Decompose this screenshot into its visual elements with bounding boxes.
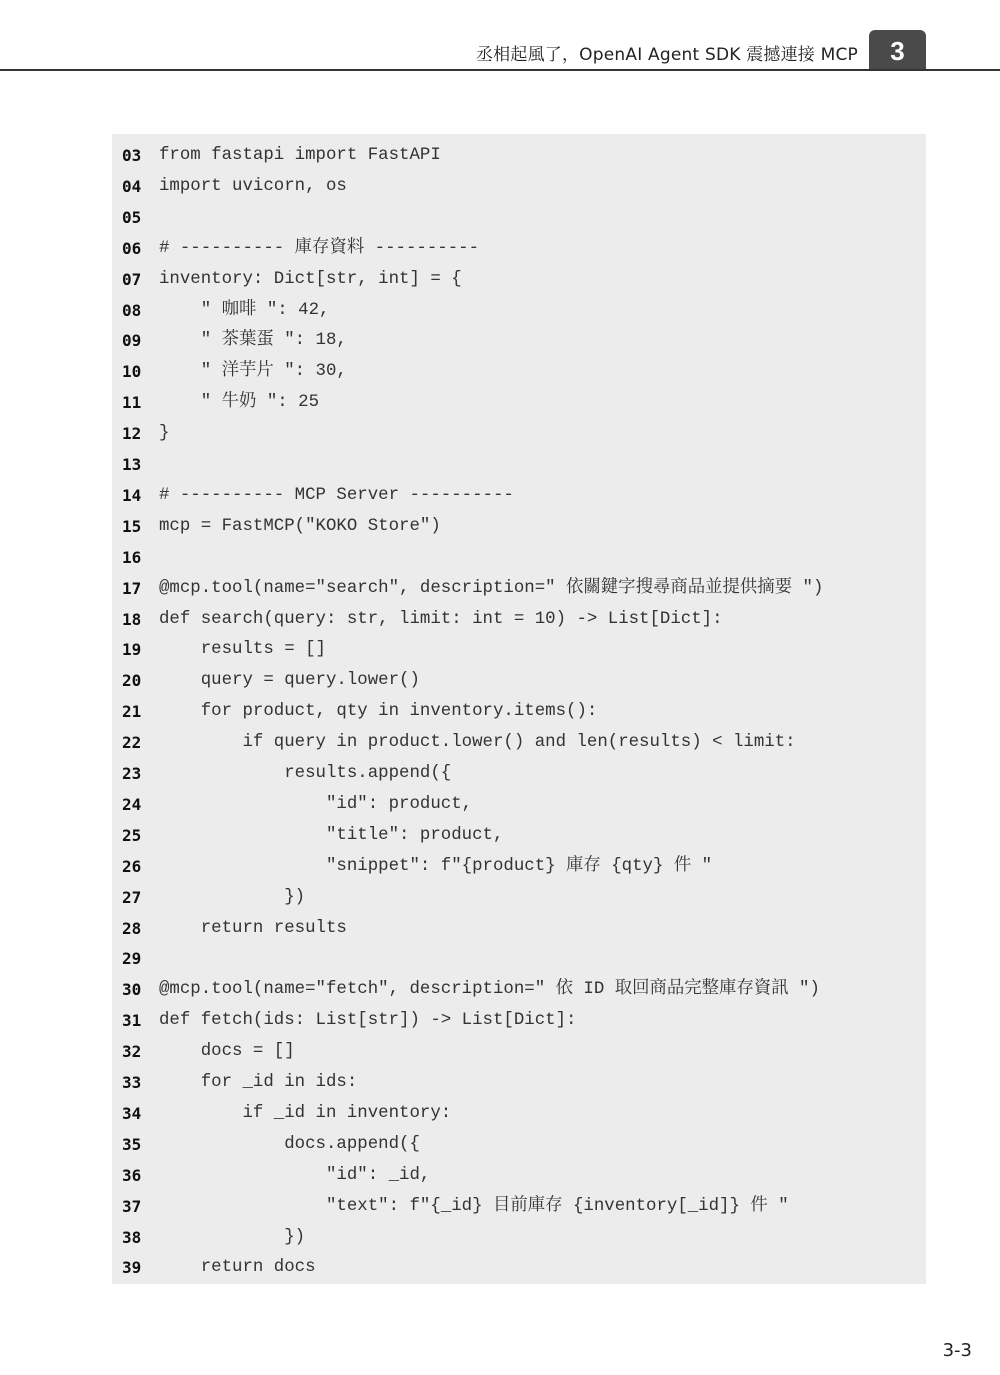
line-number: 04 [122,176,142,196]
line-number: 08 [122,300,142,320]
code-text: if query in product.lower() and len(results) < limit: [159,733,796,753]
code-text: @mcp.tool(name="fetch", description=" 依 ID 取回商品完整庫存資訊 ") [159,980,820,1000]
code-text: }) [159,1227,306,1247]
code-text: mcp = FastMCP("KOKO Store") [159,516,441,536]
code-text: " 洋芋片 ": 30, [159,362,347,382]
line-number: 33 [122,1073,142,1092]
line-number: 22 [122,733,142,753]
code-text: results.append({ [159,764,452,783]
code-text: query = query.lower() [159,671,420,691]
code-text: return results [159,918,347,938]
code-text: }) [159,887,306,907]
header-divider [0,69,1000,71]
line-number: 06 [122,238,142,258]
code-text: docs.append({ [159,1134,420,1154]
code-text: results = [] [159,640,326,660]
line-number: 23 [122,764,142,783]
line-number: 14 [122,485,142,505]
line-number: 12 [122,424,142,444]
code-text: # ---------- MCP Server ---------- [159,485,514,505]
line-number: 30 [122,980,142,1000]
line-number: 03 [122,146,142,165]
line-number: 24 [122,794,142,814]
line-number: 36 [122,1165,142,1185]
line-number: 10 [122,362,142,382]
code-text: " 咖啡 ": 42, [159,300,330,320]
line-number: 35 [122,1134,142,1154]
line-number: 32 [122,1042,142,1062]
line-number: 17 [122,578,142,598]
code-text: } [159,424,170,444]
code-text: for _id in ids: [159,1073,358,1092]
line-number: 07 [122,269,142,289]
code-text: " 牛奶 ": 25 [159,393,320,413]
line-number: 25 [122,825,142,845]
line-number: 27 [122,887,142,907]
line-number: 11 [122,393,142,413]
line-number: 21 [122,702,142,722]
code-text: "title": product, [159,825,504,845]
chapter-number-tab: 3 [869,30,926,70]
code-text: inventory: Dict[str, int] = { [159,269,462,289]
line-number: 05 [122,207,142,227]
code-text: if _id in inventory: [159,1103,452,1123]
code-text: import uvicorn, os [159,176,347,196]
line-number: 09 [122,331,142,351]
code-text: "snippet": f"{product} 庫存 {qty} 件 " [159,856,713,876]
line-number: 28 [122,918,142,938]
line-number: 19 [122,640,142,660]
code-text: from fastapi import FastAPI [159,146,441,165]
line-number: 38 [122,1227,142,1247]
line-number: 39 [122,1258,142,1278]
code-listing [112,134,926,1284]
line-number: 13 [122,455,142,474]
page-number: 3-3 [942,1340,972,1361]
line-number: 37 [122,1196,142,1216]
line-number: 26 [122,856,142,876]
code-text: "id": product, [159,794,473,814]
code-text: for product, qty in inventory.items(): [159,702,598,722]
line-number: 16 [122,547,142,567]
running-header-title: 丞相起風了，OpenAI Agent SDK 震撼連接 MCP [475,45,858,65]
code-text: # ---------- 庫存資料 ---------- [159,238,480,258]
code-text: docs = [] [159,1042,295,1062]
code-text: " 茶葉蛋 ": 18, [159,331,347,351]
code-text: "text": f"{_id} 目前庫存 {inventory[_id]} 件 " [159,1196,789,1216]
code-text: return docs [159,1258,316,1278]
code-text: @mcp.tool(name="search", description=" 依關鍵字搜尋商品並提供摘要 ") [159,578,824,598]
code-text: "id": _id, [159,1165,431,1185]
line-number: 15 [122,516,142,536]
code-text: def fetch(ids: List[str]) -> List[Dict]: [159,1011,577,1031]
line-number: 20 [122,671,142,691]
line-number: 31 [122,1011,142,1031]
code-text: def search(query: str, limit: int = 10) -> List[Dict]: [159,609,723,629]
line-number: 34 [122,1103,142,1123]
line-number: 18 [122,609,142,629]
line-number: 29 [122,949,142,969]
